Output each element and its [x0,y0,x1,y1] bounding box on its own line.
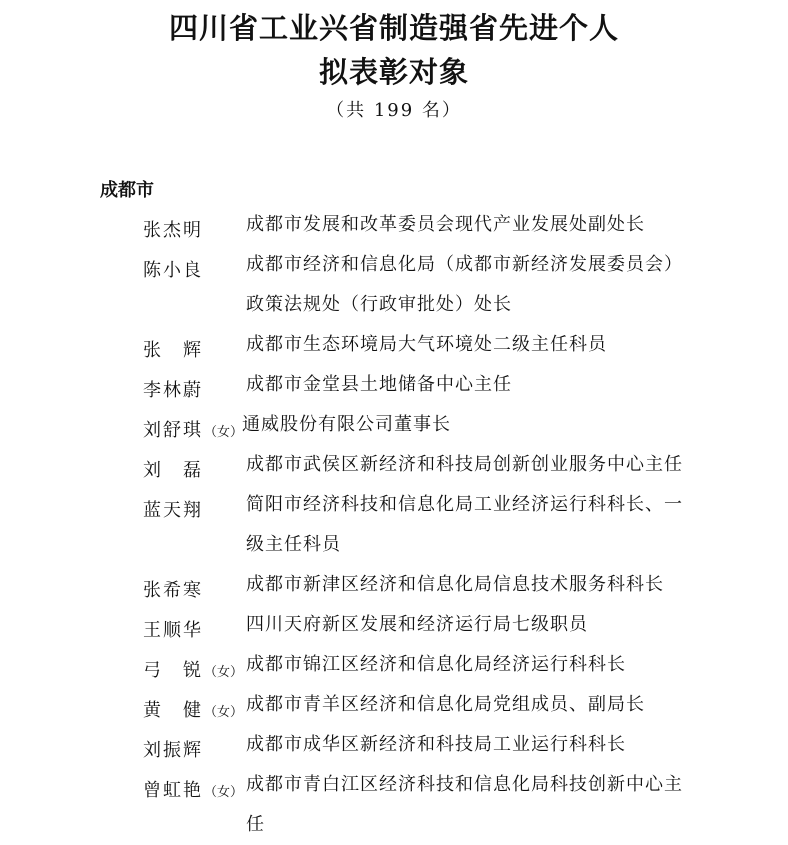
person-title: 成都市发展和改革委员会现代产业发展处副处长 [246,214,645,235]
person-name: 刘 磊 [143,460,203,481]
person-title: 成都市经济和信息化局（成都市新经济发展委员会）政策法规处（行政审批处）处长 [246,254,683,315]
list-item [0,728,788,768]
person-name: 张杰明 [143,220,203,241]
person-title: 成都市青白江区经济科技和信息化局科技创新中心主任 [246,774,683,835]
person-name: 曾虹艳（女） [143,780,244,801]
person-title: 通威股份有限公司董事长 [242,414,451,435]
person-name: 陈小良 [143,260,203,281]
list-item [0,408,788,448]
people-list [0,208,788,835]
list-item [0,248,788,328]
person-title: 成都市锦江区经济和信息化局经济运行科科长 [246,654,626,675]
list-item [0,688,788,728]
person-name: 刘舒琪（女） [143,420,244,441]
list-item [0,328,788,368]
person-name: 弓 锐（女） [143,660,244,681]
document-title-line1: 四川省工业兴省制造强省先进个人 [168,11,619,45]
list-item [0,608,788,648]
list-item [0,568,788,608]
person-name: 张希寒 [143,580,203,601]
person-title: 成都市新津区经济和信息化局信息技术服务科科长 [246,574,664,595]
person-name: 李林蔚 [143,380,203,401]
list-item [0,648,788,688]
person-title: 成都市成华区新经济和科技局工业运行科科长 [246,734,626,755]
total-count: （共 199 名） [326,100,462,121]
list-item [0,368,788,408]
person-title: 简阳市经济科技和信息化局工业经济运行科科长、一级主任科员 [246,494,683,555]
person-name: 张 辉 [143,340,203,361]
person-name: 黄 健（女） [143,700,244,721]
person-title: 成都市生态环境局大气环境处二级主任科员 [246,334,607,355]
list-item [0,208,788,248]
person-name: 蓝天翔 [143,500,203,521]
list-item [0,448,788,488]
person-title: 成都市金堂县土地储备中心主任 [246,374,512,395]
section-heading: 成都市 [100,180,154,201]
person-title: 成都市青羊区经济和信息化局党组成员、副局长 [246,694,645,715]
person-title: 成都市武侯区新经济和科技局创新创业服务中心主任 [246,454,683,475]
list-item [0,768,788,835]
person-name: 刘振辉 [143,740,203,761]
list-item [0,488,788,568]
document-title-line2: 拟表彰对象 [318,55,469,89]
person-name: 王顺华 [143,620,203,641]
person-title: 四川天府新区发展和经济运行局七级职员 [246,614,588,635]
